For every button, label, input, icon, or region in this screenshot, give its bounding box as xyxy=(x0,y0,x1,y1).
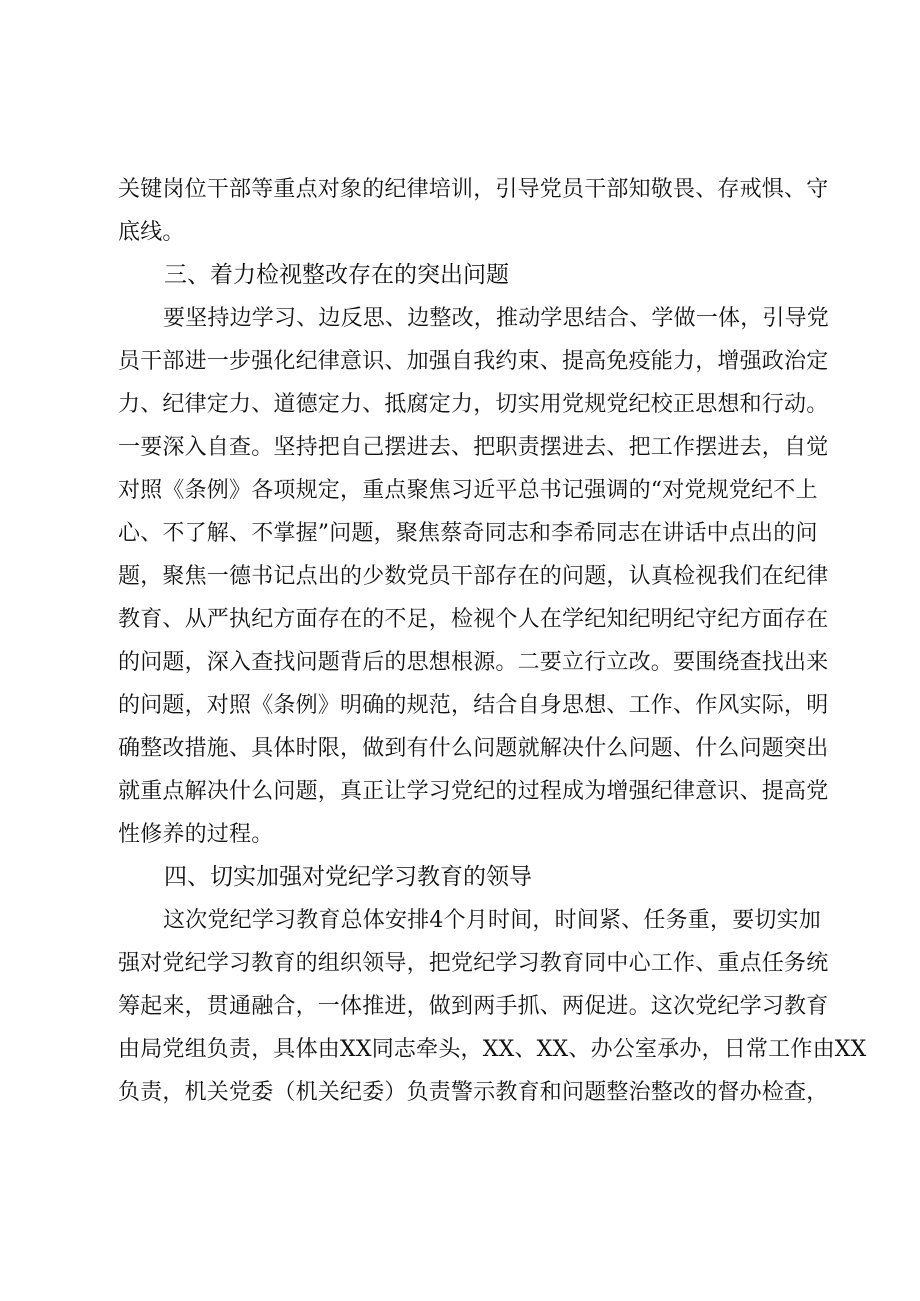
body-line: 力、纪律定力、道德定力、抵腐定力，切实用党规党纪校正思想和行动。 xyxy=(118,392,829,417)
body-line: 题，聚焦一德书记点出的少数党员干部存在的问题，认真检视我们在纪律 xyxy=(118,564,829,589)
body-line: 心、不了解、不掌握”问题，聚焦蔡奇同志和李希同志在讲话中点出的问 xyxy=(118,521,818,546)
body-line: 对照《条例》各项规定，重点聚焦习近平总书记强调的“对党规党纪不上 xyxy=(118,478,818,503)
section-heading: 三、着力检视整改存在的突出问题 xyxy=(164,262,509,288)
body-line: 的问题，对照《条例》明确的规范，结合自身思想、工作、作风实际，明 xyxy=(118,693,829,718)
body-line: 一要深入自查。坚持把自己摆进去、把职责摆进去、把工作摆进去，自觉 xyxy=(118,435,829,460)
body-line: 底线。 xyxy=(118,220,185,245)
body-line: 强对党纪学习教育的组织领导，把党纪学习教育同中心工作、重点任务统 xyxy=(118,951,829,976)
body-line: 由局党组负责，具体由XX同志牵头，XX、XX、办公室承办，日常工作由XX xyxy=(118,1037,867,1062)
body-line: 筹起来，贯通融合，一体推进，做到两手抓、两促进。这次党纪学习教育 xyxy=(118,994,829,1019)
body-line: 教育、从严执纪方面存在的不足，检视个人在学纪知纪明纪守纪方面存在 xyxy=(118,607,829,632)
body-line: 员干部进一步强化纪律意识、加强自我约束、提高免疫能力，增强政治定 xyxy=(118,349,829,374)
body-line: 这次党纪学习教育总体安排4个月时间，时间紧、任务重，要切实加 xyxy=(163,908,821,933)
section-heading: 四、切实加强对党纪学习教育的领导 xyxy=(164,864,532,890)
body-line: 确整改措施、具体时限，做到有什么问题就解决什么问题、什么问题突出 xyxy=(118,736,829,761)
body-line: 要坚持边学习、边反思、边整改，推动学思结合、学做一体，引导党 xyxy=(163,306,830,331)
body-line: 负责，机关党委（机关纪委）负责警示教育和问题整治整改的督办检查， xyxy=(118,1080,829,1105)
document-body xyxy=(118,168,867,1114)
body-line: 性修养的过程。 xyxy=(118,822,274,847)
body-line: 关键岗位干部等重点对象的纪律培训，引导党员干部知敬畏、存戒惧、守 xyxy=(118,177,829,202)
body-line: 的问题，深入查找问题背后的思想根源。二要立行立改。要围绕查找出来 xyxy=(118,650,829,675)
body-line: 就重点解决什么问题，真正让学习党纪的过程成为增强纪律意识、提高党 xyxy=(118,779,829,804)
